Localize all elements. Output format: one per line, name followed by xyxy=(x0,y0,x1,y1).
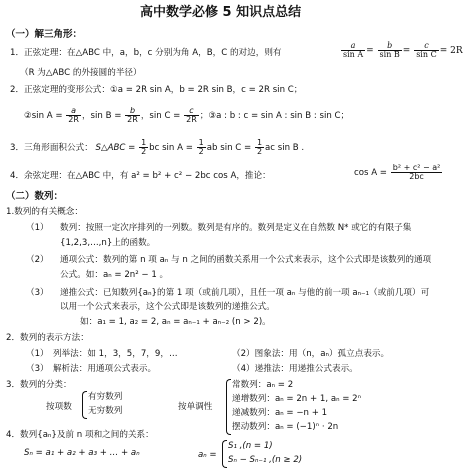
def3-number: （3） xyxy=(26,288,49,298)
sum-relation-heading: 4．数列{aₙ}及前 n 项和之间的关系： xyxy=(6,430,154,440)
section-heading-sequence: （二）数列： xyxy=(6,191,64,202)
law-of-cosines-text: 4．余弦定理：在△ABC 中，有 a² = b² + c² − 2bc cos A，推论： xyxy=(10,171,271,181)
repr-listing: （1） 列举法：如 1，3，5，7，9，… xyxy=(26,349,178,359)
mono-increasing: 递增数列：aₙ = 2n + 1, aₙ = 2ⁿ xyxy=(232,394,362,404)
law-of-sines-text: 1．正弦定理：在△ABC 中，a，b，c 分别为角 A，B，C 的对边，则有 xyxy=(10,48,282,58)
class-by-count-brace xyxy=(82,391,87,419)
mono-decreasing: 递减数列：aₙ = −n + 1 xyxy=(232,408,328,418)
an-label: aₙ = xyxy=(198,450,217,460)
an-case-2: Sₙ − Sₙ₋₁ ,(n ≥ 2) xyxy=(228,455,303,465)
def2-text: 通项公式：数列的第 n 项 aₙ 与 n 之间的函数关系用一个公式来表示，这个公式即是该数列的通项 xyxy=(60,255,432,265)
law-of-sines-formula: $\frac{a}{\text{sin A}}$ = $\frac{b}{\text{sin B}}$ = $\frac{c}{\text{sin C}}$ = 2R xyxy=(343,41,463,59)
repr-graph: （2）图象法：用（n，aₙ）孤立点表示。 xyxy=(232,349,390,359)
def1-text: 数列：按照一定次序排列的一列数。数列是有序的。数列是定义在自然数 N* 或它的有限子集 xyxy=(60,223,412,233)
def1-text-cont: {1,2,3,…,n}上的函数。 xyxy=(60,238,156,248)
def3-text: 递推公式：已知数列{aₙ}的第 1 项（或前几项），且任一项 aₙ 与他的前一项 aₙ₋₁（或前几项）可 xyxy=(60,288,430,298)
law-of-cosines-corollary: cos A = $\frac{\text{b² + c² − a²}}{2bc}$ xyxy=(354,163,441,181)
class-infinite: 无穷数列 xyxy=(88,406,123,416)
class-finite: 有穷数列 xyxy=(88,392,123,402)
def1-number: （1） xyxy=(26,223,49,233)
def3-text-cont: 以用一个公式来表示，这个公式即是该数列的递推公式。 xyxy=(60,302,275,312)
class-by-count-label: 按项数 xyxy=(46,402,72,412)
classification-heading: 3．数列的分类： xyxy=(6,380,72,390)
sine-variant-line1: 2．正弦定理的变形公式：①a = 2R sin A，b = 2R sin B，c = 2R sin C； xyxy=(10,85,303,95)
page-title: 高中数学必修 5 知识点总结 xyxy=(140,5,302,20)
an-case-1: S₁ ,(n = 1) xyxy=(228,441,273,451)
class-by-mono-label: 按单调性 xyxy=(178,402,213,412)
repr-recursive: （4）递推法：用递推公式表示。 xyxy=(232,364,358,374)
representation-heading: 2．数列的表示方法： xyxy=(6,333,89,343)
sum-definition: Sₙ = a₁ + a₂ + a₃ + … + aₙ xyxy=(24,448,140,458)
def2-number: （2） xyxy=(26,255,49,265)
def3-example: 如：a₁ = 1, a₂ = 2, aₙ = aₙ₋₁ + aₙ₋₂ (n > 2)。 xyxy=(80,317,271,327)
an-cases-brace xyxy=(222,440,227,468)
circumradius-note: （R 为△ABC 的外接圆的半径） xyxy=(20,68,142,78)
repr-analytic: （3） 解析法：用通项公式表示。 xyxy=(26,364,157,374)
mono-constant: 常数列：aₙ = 2 xyxy=(232,380,294,390)
area-formula: 3．三角形面积公式： S△ABC = $\frac{1}{2}$ bc sin A = $\frac{1}{2}$ ab sin C = $\frac{1}{2}$ ac sin B . xyxy=(10,138,305,156)
class-by-mono-brace xyxy=(226,379,231,435)
seq-concepts-heading: 1.数列的有关概念： xyxy=(6,207,83,217)
mono-oscillating: 摆动数列：aₙ = (−1)ⁿ · 2n xyxy=(232,422,339,432)
def2-text-cont: 公式。如：aₙ = 2n² − 1 。 xyxy=(60,270,169,280)
section-heading-triangle: （一）解三角形： xyxy=(6,29,83,40)
sine-variant-line2: ②sin A = $\frac{a}{2R}$ ，sin B = $\frac{b}{2R}$ ，sin C = $\frac{c}{2R}$ ；③a : b : c = sin A : sin B : sin C； xyxy=(24,106,350,124)
